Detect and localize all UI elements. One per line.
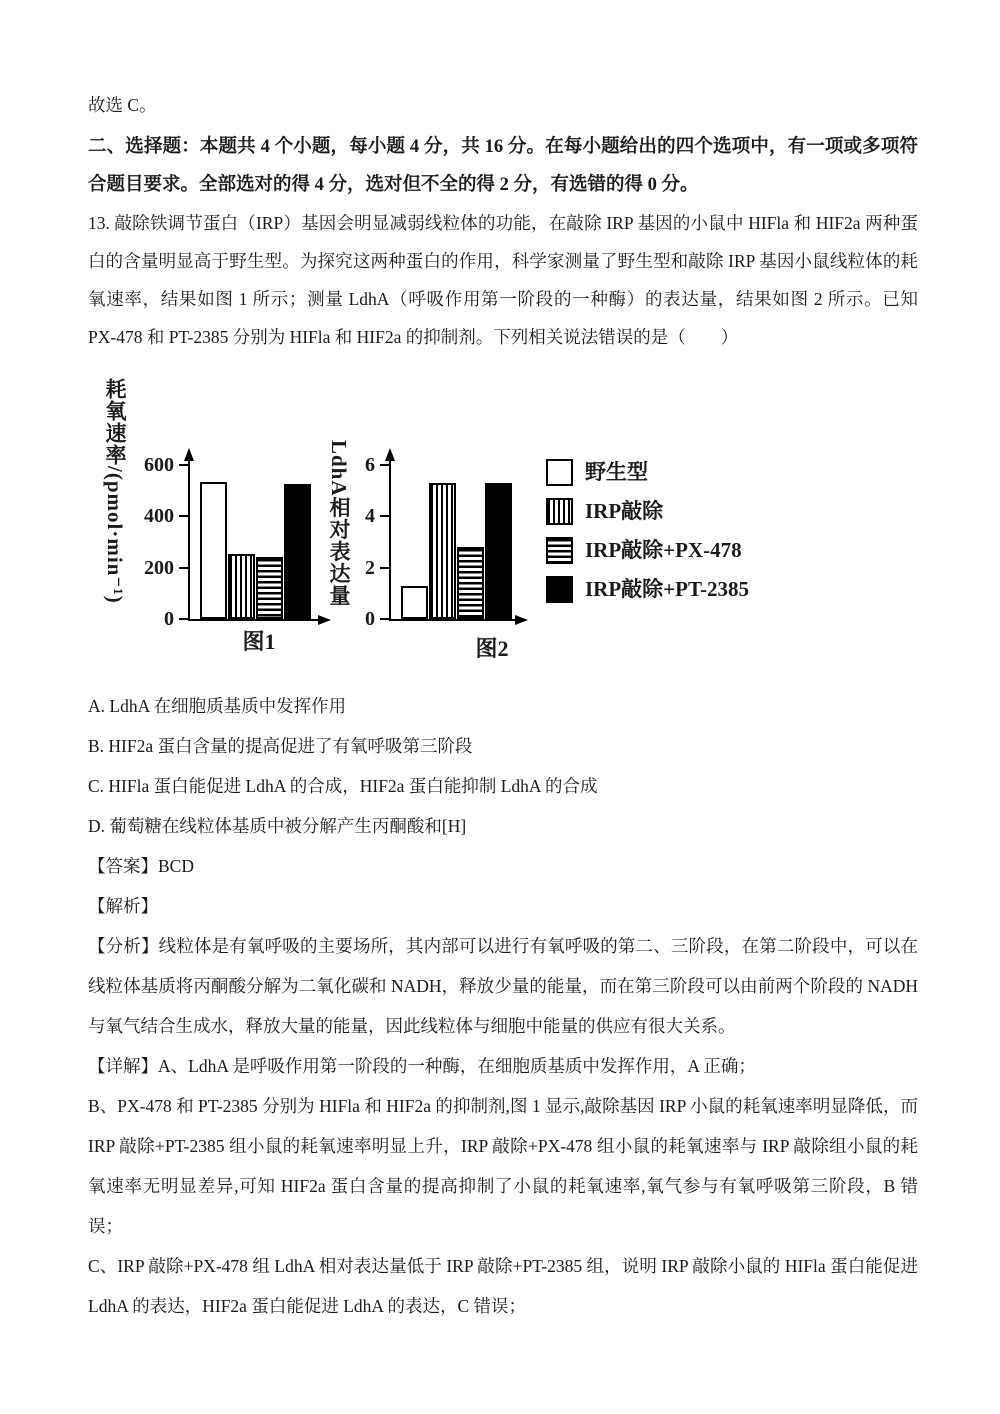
- y-axis-line: [389, 458, 391, 621]
- chart-caption: 图1: [242, 629, 276, 654]
- analysis-paragraph: 【分析】线粒体是有氧呼吸的主要场所，其内部可以进行有氧呼吸的第二、三阶段，在第二阶段中，可以在线粒体基质将丙酮酸分解为二氧化碳和 NADH，释放少量的能量，而在第三阶段可以由前两个阶段的 NADH 与氧气结合生成水，释放大量的能量，因此线粒体与细胞中能量的供应有很大关系。: [88, 936, 918, 1036]
- y-axis-line: [188, 458, 190, 621]
- y-tick-mark: [179, 515, 188, 517]
- question-13-text: 13. 敲除铁调节蛋白（IRP）基因会明显减弱线粒体的功能，在敲除 IRP 基因的小鼠中 HIFla 和 HIF2a 两种蛋白的含量明显高于野生型。为探究这两种蛋白的作用，科学家测量了野生型和敲除 IRP 基因小鼠线粒体的耗氧速率，结果如图 1 所示；测量 LdhA（呼吸作用第一阶段的一种酶）的表达量，结果如图 2 所示。已知 PX-478 和 PT-2385 分别为 HIFla 和 HIF2a 的抑制剂。下列相关说法错误的是（ ）: [88, 213, 918, 347]
- x-axis-line: [188, 619, 320, 621]
- y-axis-arrow-icon: [184, 448, 194, 461]
- bar-wild-type: [200, 482, 227, 619]
- chart-caption: 图2: [475, 636, 509, 661]
- y-tick-label: 4: [365, 505, 375, 528]
- y-tick-label: 600: [144, 454, 174, 476]
- y-tick-label: 0: [365, 608, 375, 630]
- y-axis-label: 耗氧速率/(pmol·min⁻¹): [103, 378, 127, 604]
- option-b: B. HIF2a 蛋白含量的提高促进了有氧呼吸第三阶段: [88, 736, 473, 756]
- legend-label-irp-knockout-pt2385: IRP敲除+PT-2385: [585, 577, 750, 601]
- legend-swatch-irp-knockout-px478: [546, 537, 573, 564]
- previous-answer-text: 故选 C。: [88, 95, 157, 115]
- legend-swatch-wild-type: [546, 459, 573, 486]
- y-tick-label: 200: [144, 556, 174, 579]
- option-a: A. LdhA 在细胞质基质中发挥作用: [88, 696, 347, 716]
- legend-item-wild-type: [546, 458, 806, 486]
- detail-paragraph-c: C、IRP 敲除+PX-478 组 LdhA 相对表达量低于 IRP 敲除+PT-2385 组，说明 IRP 敲除小鼠的 HIFla 蛋白能促进 LdhA 的表达，HIF2a 蛋白能促进 LdhA 的表达，C 错误；: [88, 1256, 918, 1316]
- legend-swatch-irp-knockout-pt2385: [546, 576, 573, 603]
- x-axis-line: [389, 619, 517, 621]
- y-axis-label: LdhA相对表达量: [327, 440, 351, 607]
- x-axis-arrow-icon: [515, 615, 528, 625]
- legend-label-wild-type: 野生型: [585, 460, 648, 484]
- y-tick-mark: [380, 464, 389, 466]
- y-tick-label: 2: [365, 556, 375, 579]
- detail-paragraph-b: B、PX-478 和 PT-2385 分别为 HIFla 和 HIF2a 的抑制剂,图 1 显示,敲除基因 IRP 小鼠的耗氧速率明显降低，而 IRP 敲除+PT-2385 组小鼠的耗氧速率明显上升，IRP 敲除+PX-478 组小鼠的耗氧速率与 IRP 敲除组小鼠的耗氧速率无明显差异,可知 HIF2a 蛋白含量的提高抑制了小鼠的耗氧速率,氧气参与有氧呼吸第三阶段，B 错误；: [88, 1096, 918, 1236]
- y-tick-mark: [380, 567, 389, 569]
- option-c: C. HIFla 蛋白能促进 LdhA 的合成，HIF2a 蛋白能抑制 LdhA 的合成: [88, 776, 598, 796]
- analysis-header: 【解析】: [88, 896, 158, 916]
- legend-item-irp-knockout-px478: [546, 536, 806, 564]
- bar-irp-knockout: [228, 554, 255, 619]
- y-tick-label: 0: [164, 608, 174, 630]
- answer-line: 【答案】BCD: [88, 856, 194, 876]
- y-tick-label: 6: [365, 454, 375, 476]
- bar-irp-knockout-pt2385: [284, 484, 311, 619]
- detail-paragraph-a: 【详解】A、LdhA 是呼吸作用第一阶段的一种酶，在细胞质基质中发挥作用，A 正确；: [88, 1056, 756, 1076]
- y-tick-mark: [179, 567, 188, 569]
- bar-irp-knockout-px478: [457, 547, 484, 619]
- legend-item-irp-knockout: [546, 497, 806, 525]
- legend-item-irp-knockout-pt2385: [546, 575, 806, 603]
- legend-label-irp-knockout: IRP敲除: [585, 499, 664, 523]
- options-block: [88, 686, 918, 846]
- legend-label-irp-knockout-px478: IRP敲除+PX-478: [585, 538, 742, 562]
- section-instruction: 二、选择题：本题共 4 个小题，每小题 4 分，共 16 分。在每小题给出的四个选项中，有一项或多项符合题目要求。全部选对的得 4 分，选对但不全的得 2 分，有选错的得 0 分。: [88, 137, 918, 195]
- y-axis-arrow-icon: [385, 448, 395, 461]
- y-tick-mark: [179, 464, 188, 466]
- bar-wild-type: [401, 586, 428, 619]
- legend-swatch-irp-knockout: [546, 498, 573, 525]
- option-d: D. 葡萄糖在线粒体基质中被分解产生丙酮酸和[H]: [88, 816, 467, 836]
- y-tick-mark: [380, 515, 389, 517]
- y-tick-mark: [380, 618, 389, 620]
- bar-irp-knockout-pt2385: [485, 483, 512, 619]
- bar-irp-knockout-px478: [256, 557, 283, 619]
- y-tick-mark: [179, 618, 188, 620]
- bar-irp-knockout: [429, 483, 456, 619]
- y-tick-label: 400: [144, 505, 174, 528]
- figure-area: [0, 370, 1000, 670]
